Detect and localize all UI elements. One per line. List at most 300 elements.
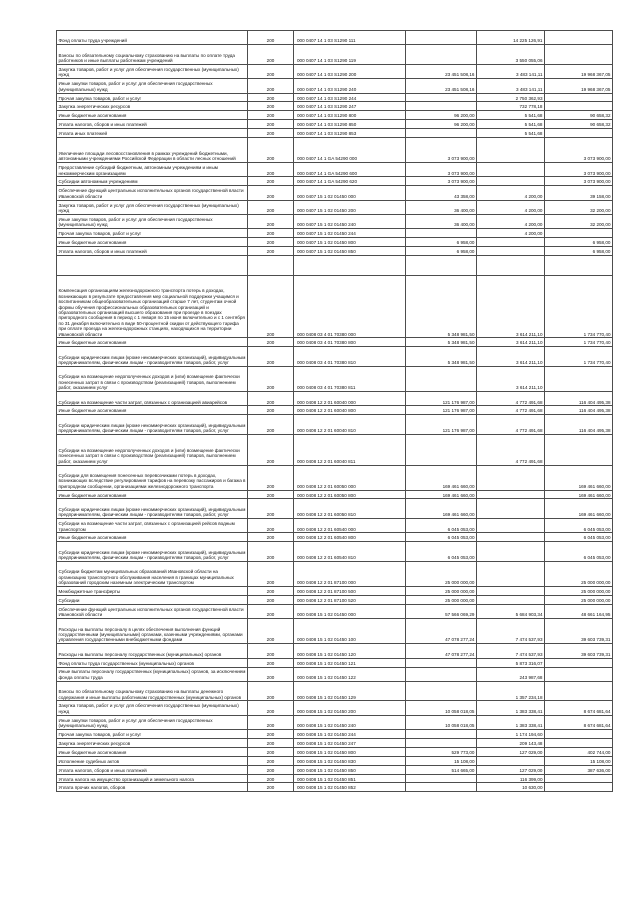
row-approved-cell: 6 958,00: [406, 238, 477, 247]
row-approved-cell: 25 000 000,00: [406, 596, 477, 605]
row-remaining-cell: 116 404 495,38: [545, 392, 613, 406]
row-budget-code-cell: 000 0408 15 1 02 01450 800: [294, 747, 406, 756]
row-executed-cell: [477, 138, 545, 163]
row-remaining-cell: 25 000 000,00: [545, 587, 613, 596]
row-approved-cell: 23 451 508,16: [406, 79, 477, 93]
row-executed-cell: 3 614 211,10: [477, 347, 545, 367]
row-budget-code-cell: 000 0408 15 1 02 01450 120: [294, 644, 406, 658]
row-budget-code-cell: 000 0408 12 2 01 60040 810: [294, 415, 406, 435]
row-name-cell: Иные бюджетные ассигнования: [57, 490, 248, 499]
row-budget-code-cell: 000 0407 14 1 03 S1290 111: [294, 31, 406, 45]
row-executed-cell: 10 630,00: [477, 783, 545, 792]
row-line-code-cell: 200: [248, 730, 294, 739]
row-name-cell: Уплата налогов, сборов и иных платежей: [57, 765, 248, 774]
table-row: [57, 238, 613, 247]
row-remaining-cell: 1 734 770,40: [545, 347, 613, 367]
row-approved-cell: [406, 45, 477, 65]
row-approved-cell: 47 078 277,24: [406, 644, 477, 658]
row-budget-code-cell: 000 0408 15 1 02 01450 200: [294, 701, 406, 715]
row-executed-cell: [477, 238, 545, 247]
table-row: [57, 542, 613, 562]
table-row: [57, 415, 613, 435]
row-budget-code-cell: 000 0407 14 1 03 S1290 850: [294, 120, 406, 129]
table-row: [57, 774, 613, 783]
row-line-code-cell: 200: [248, 783, 294, 792]
row-line-code-cell: 200: [248, 415, 294, 435]
row-remaining-cell: 39 603 739,31: [545, 619, 613, 644]
row-budget-code-cell: 000 0408 12 2 01 60540 800: [294, 533, 406, 542]
row-executed-cell: [477, 756, 545, 765]
row-approved-cell: 25 000 000,00: [406, 587, 477, 596]
row-approved-cell: 121 176 987,00: [406, 415, 477, 435]
row-budget-code-cell: 000 0408 15 1 02 01450 100: [294, 619, 406, 644]
row-executed-cell: 3 614 211,10: [477, 338, 545, 347]
row-executed-cell: 5 684 903,34: [477, 604, 545, 618]
row-budget-code-cell: 000 0408 12 2 01 60050 000: [294, 465, 406, 490]
row-budget-code-cell: 000 0407 15 1 02 01450 800: [294, 238, 406, 247]
row-line-code-cell: 200: [248, 129, 294, 138]
row-line-code-cell: 200: [248, 747, 294, 756]
row-name-cell: Увеличение площади лесовосстановления в рамках учреждений бюджетными, автономными учреждениями Российской Федерации в области лесных отношений: [57, 138, 248, 163]
table-row: [57, 255, 613, 275]
row-approved-cell: 529 773,00: [406, 747, 477, 756]
row-line-code-cell: 200: [248, 644, 294, 658]
row-line-code-cell: 200: [248, 619, 294, 644]
row-line-code-cell: 200: [248, 715, 294, 729]
row-budget-code-cell: 000 0408 12 2 01 87100 520: [294, 596, 406, 605]
row-remaining-cell: 32 200,00: [545, 200, 613, 214]
row-executed-cell: 14 225 126,91: [477, 31, 545, 45]
row-executed-cell: 1 383 338,41: [477, 715, 545, 729]
row-approved-cell: [406, 667, 477, 681]
row-name-cell: Иные бюджетные ассигнования: [57, 238, 248, 247]
row-budget-code-cell: 000 0408 12 2 01 60040 800: [294, 406, 406, 415]
row-budget-code-cell: 000 0407 14 1 03 S1290 119: [294, 45, 406, 65]
row-approved-cell: [406, 658, 477, 667]
row-executed-cell: [477, 177, 545, 186]
row-name-cell: Субсидии автономным учреждениям: [57, 177, 248, 186]
row-name-cell: Субсидии бюджетам муниципальных образований Ивановской области на организацию транспортного обслуживания населения в границах муниципальных образований городским наземным электрическим транспортом: [57, 562, 248, 587]
row-budget-code-cell: [294, 255, 406, 275]
table-row: [57, 31, 613, 45]
row-name-cell: Иные бюджетные ассигнования: [57, 406, 248, 415]
row-name-cell: Уплата иных платежей: [57, 129, 248, 138]
row-name-cell: Фонд оплаты труда учреждений: [57, 31, 248, 45]
row-line-code-cell: 200: [248, 701, 294, 715]
row-remaining-cell: 169 461 660,00: [545, 465, 613, 490]
table-row: [57, 533, 613, 542]
row-name-cell: Закупка энергетических ресурсов: [57, 102, 248, 111]
row-name-cell: Закупка энергетических ресурсов: [57, 738, 248, 747]
table-row: [57, 347, 613, 367]
row-approved-cell: 96 200,00: [406, 120, 477, 129]
row-remaining-cell: 19 968 367,05: [545, 64, 613, 78]
row-budget-code-cell: 000 0408 15 1 02 01450 247: [294, 738, 406, 747]
row-remaining-cell: 39 158,00: [545, 186, 613, 200]
table-row: [57, 619, 613, 644]
row-name-cell: Прочая закупка товаров, работ и услуг: [57, 229, 248, 238]
table-row: [57, 246, 613, 255]
row-executed-cell: 5 541,68: [477, 120, 545, 129]
row-remaining-cell: 1 734 770,40: [545, 275, 613, 338]
row-budget-code-cell: 000 0407 14 1 03 S1290 247: [294, 102, 406, 111]
row-remaining-cell: 402 744,00: [545, 747, 613, 756]
row-executed-cell: [477, 499, 545, 519]
row-executed-cell: 4 772 491,68: [477, 406, 545, 415]
row-executed-cell: 2 750 362,93: [477, 93, 545, 102]
row-name-cell: Взносы по обязательному социальному страхованию на выплаты денежного содержания и иные выплаты работникам государственных (муниципальных) органов: [57, 681, 248, 701]
table-row: [57, 392, 613, 406]
table-body: [57, 31, 613, 792]
row-executed-cell: [477, 519, 545, 533]
row-remaining-cell: [545, 255, 613, 275]
row-name-cell: Субсидии на возмещение недополученных доходов и (или) возмещение фактически понесенных затрат в связи с производством (реализацией) товаров, выполнением работ, оказанием услуг: [57, 367, 248, 392]
row-approved-cell: 6 958,00: [406, 246, 477, 255]
row-budget-code-cell: 000 0407 14 1 03 S1290 200: [294, 64, 406, 78]
row-executed-cell: [477, 163, 545, 177]
row-remaining-cell: [545, 102, 613, 111]
row-approved-cell: 121 176 987,00: [406, 392, 477, 406]
row-executed-cell: 5 873 316,07: [477, 658, 545, 667]
table-row: [57, 658, 613, 667]
row-approved-cell: [406, 255, 477, 275]
row-executed-cell: [477, 255, 545, 275]
row-remaining-cell: [545, 31, 613, 45]
table-row: [57, 79, 613, 93]
row-remaining-cell: [545, 738, 613, 747]
row-line-code-cell: 200: [248, 658, 294, 667]
row-line-code-cell: 200: [248, 465, 294, 490]
row-budget-code-cell: 000 0407 14 1 03 S1290 240: [294, 79, 406, 93]
row-executed-cell: 127 029,00: [477, 747, 545, 756]
row-line-code-cell: 200: [248, 499, 294, 519]
row-name-cell: Взносы по обязательному социальному страхованию на выплаты по оплате труда работников и иные выплаты работникам учреждений: [57, 45, 248, 65]
row-executed-cell: [477, 246, 545, 255]
row-remaining-cell: 169 461 660,00: [545, 490, 613, 499]
table-row: [57, 435, 613, 466]
row-name-cell: Закупка товаров, работ и услуг для обеспечения государственных (муниципальных) нужд: [57, 64, 248, 78]
row-budget-code-cell: 000 0408 03 4 01 70380 800: [294, 338, 406, 347]
row-budget-code-cell: 000 0408 15 1 02 01450 850: [294, 765, 406, 774]
row-executed-cell: 3 550 055,06: [477, 45, 545, 65]
table-row: [57, 644, 613, 658]
row-line-code-cell: 200: [248, 765, 294, 774]
row-executed-cell: 116 399,00: [477, 774, 545, 783]
row-line-code-cell: 200: [248, 31, 294, 45]
table-row: [57, 499, 613, 519]
row-remaining-cell: 3 073 900,00: [545, 163, 613, 177]
row-name-cell: Иные закупки товаров, работ и услуг для обеспечения государственных (муниципальных) нужд: [57, 214, 248, 228]
table-row: [57, 177, 613, 186]
table-row: [57, 604, 613, 618]
row-line-code-cell: 200: [248, 177, 294, 186]
row-budget-code-cell: 000 0408 15 1 02 01450 129: [294, 681, 406, 701]
row-executed-cell: [477, 542, 545, 562]
row-approved-cell: 6 045 053,00: [406, 542, 477, 562]
row-name-cell: Иные закупки товаров, работ и услуг для обеспечения государственных (муниципальных) нужд: [57, 79, 248, 93]
table-row: [57, 587, 613, 596]
row-name-cell: Уплата налогов, сборов и иных платежей: [57, 246, 248, 255]
row-executed-cell: 3 614 211,10: [477, 275, 545, 338]
row-name-cell: Прочая закупка товаров, работ и услуг: [57, 93, 248, 102]
row-name-cell: Расходы на выплаты персоналу в целях обеспечения выполнения функций государственными (муниципальными) органами, казенными учреждениями, органами управления государственными внебюджетными фондами: [57, 619, 248, 644]
row-line-code-cell: 200: [248, 562, 294, 587]
row-approved-cell: 169 461 660,00: [406, 465, 477, 490]
table-row: [57, 747, 613, 756]
row-approved-cell: 47 078 277,24: [406, 619, 477, 644]
row-line-code-cell: 200: [248, 79, 294, 93]
row-budget-code-cell: 000 0408 12 2 01 60050 800: [294, 490, 406, 499]
row-approved-cell: 25 000 000,00: [406, 562, 477, 587]
table-row: [57, 406, 613, 415]
row-remaining-cell: 116 404 495,38: [545, 415, 613, 435]
row-budget-code-cell: 000 0407 15 1 02 01450 244: [294, 229, 406, 238]
row-budget-code-cell: 000 0407 14 1 03 S1290 853: [294, 129, 406, 138]
row-name-cell: Межбюджетные трансферты: [57, 587, 248, 596]
row-executed-cell: 209 143,48: [477, 738, 545, 747]
row-remaining-cell: 3 073 900,00: [545, 138, 613, 163]
row-remaining-cell: 6 958,00: [545, 238, 613, 247]
table-row: [57, 120, 613, 129]
row-approved-cell: 5 348 981,50: [406, 338, 477, 347]
row-name-cell: Иные бюджетные ассигнования: [57, 533, 248, 542]
row-remaining-cell: [545, 93, 613, 102]
row-line-code-cell: 200: [248, 490, 294, 499]
table-row: [57, 701, 613, 715]
row-approved-cell: [406, 93, 477, 102]
row-name-cell: Субсидии юридическим лицам (кроме некоммерческих организаций), индивидуальным предпринимателям, физическим лицам - производителям товаров, работ, услуг: [57, 415, 248, 435]
row-approved-cell: 10 058 018,05: [406, 715, 477, 729]
row-budget-code-cell: 000 0407 14 1 GA 54290 600: [294, 163, 406, 177]
row-name-cell: Закупка товаров, работ и услуг для обеспечения государственных (муниципальных) нужд: [57, 701, 248, 715]
row-remaining-cell: [545, 129, 613, 138]
table-row: [57, 519, 613, 533]
row-executed-cell: [477, 490, 545, 499]
row-budget-code-cell: 000 0407 15 1 02 01450 240: [294, 214, 406, 228]
row-approved-cell: 23 451 508,16: [406, 64, 477, 78]
table-row: [57, 275, 613, 338]
table-row: [57, 64, 613, 78]
row-line-code-cell: 200: [248, 756, 294, 765]
row-remaining-cell: 90 658,32: [545, 120, 613, 129]
row-executed-cell: 1 357 234,18: [477, 681, 545, 701]
row-approved-cell: 169 461 660,00: [406, 490, 477, 499]
row-budget-code-cell: 000 0408 15 1 02 01450 122: [294, 667, 406, 681]
table-row: [57, 730, 613, 739]
row-name-cell: Субсидии: [57, 596, 248, 605]
row-remaining-cell: 169 461 660,00: [545, 499, 613, 519]
row-line-code-cell: 200: [248, 111, 294, 120]
row-budget-code-cell: 000 0408 03 4 01 70380 810: [294, 347, 406, 367]
row-name-cell: Прочая закупка товаров, работ и услуг: [57, 730, 248, 739]
row-executed-cell: 1 174 194,60: [477, 730, 545, 739]
row-remaining-cell: 32 200,00: [545, 214, 613, 228]
row-remaining-cell: 3 073 900,00: [545, 177, 613, 186]
row-remaining-cell: 6 045 053,00: [545, 519, 613, 533]
row-line-code-cell: 200: [248, 338, 294, 347]
row-remaining-cell: 8 674 681,64: [545, 701, 613, 715]
row-approved-cell: 57 566 069,29: [406, 604, 477, 618]
row-budget-code-cell: 000 0408 15 1 02 01450 830: [294, 756, 406, 765]
row-name-cell: Компенсация организациям железнодорожного транспорта потерь в доходах, возникающих в результате предоставления мер социальной поддержки учащимся и воспитанникам общеобразовательных организаций старше 7 лет, студентам очной формы обучения профессиональных образовательных организаций и образовательных организаций высшего образования при проезде в поездах пригородного сообщения в период с 1 января по 15 июня включительно и с 1 сентября по 31 декабря включительно в виде 50-процентной скидки от действующего тарифа при оплате проезда на железнодорожных станциях, находящихся на территории Ивановской области: [57, 275, 248, 338]
row-remaining-cell: [545, 658, 613, 667]
row-executed-cell: 5 541,68: [477, 129, 545, 138]
row-remaining-cell: [545, 681, 613, 701]
row-approved-cell: 36 400,00: [406, 200, 477, 214]
row-line-code-cell: 200: [248, 186, 294, 200]
row-line-code-cell: 200: [248, 347, 294, 367]
row-executed-cell: [477, 533, 545, 542]
row-remaining-cell: 25 000 000,00: [545, 562, 613, 587]
row-approved-cell: 6 045 053,00: [406, 533, 477, 542]
row-budget-code-cell: 000 0408 12 2 01 60040 000: [294, 392, 406, 406]
row-budget-code-cell: 000 0408 03 4 01 70380 000: [294, 275, 406, 338]
row-name-cell: Расходы на выплаты персоналу государственных (муниципальных) органов: [57, 644, 248, 658]
row-executed-cell: 4 772 491,68: [477, 435, 545, 466]
row-budget-code-cell: 000 0408 15 1 02 01450 121: [294, 658, 406, 667]
table-row: [57, 490, 613, 499]
row-line-code-cell: 200: [248, 392, 294, 406]
row-name-cell: Субсидии для возмещения понесенных перевозчиками потерь в доходах, возникающих вследствие регулирования тарифов на перевозку пассажиров и багажа в пригородном сообщении, организациями железнодорожного транспорта: [57, 465, 248, 490]
row-executed-cell: 3 483 141,11: [477, 79, 545, 93]
row-executed-cell: [477, 596, 545, 605]
row-line-code-cell: 200: [248, 138, 294, 163]
row-line-code-cell: 200: [248, 163, 294, 177]
table-row: [57, 45, 613, 65]
row-name-cell: Фонд оплаты труда государственных (муниципальных) органов: [57, 658, 248, 667]
row-approved-cell: 514 665,00: [406, 765, 477, 774]
row-remaining-cell: 48 661 164,95: [545, 604, 613, 618]
row-approved-cell: 96 200,00: [406, 111, 477, 120]
row-executed-cell: [477, 465, 545, 490]
row-name-cell: Обеспечение функций центральных исполнительных органов государственной власти Ивановской области: [57, 604, 248, 618]
row-budget-code-cell: 000 0408 12 2 01 60540 810: [294, 542, 406, 562]
row-line-code-cell: 200: [248, 229, 294, 238]
row-remaining-cell: [545, 435, 613, 466]
table-row: [57, 93, 613, 102]
row-line-code-cell: 200: [248, 406, 294, 415]
row-name-cell: Субсидии юридическим лицам (кроме некоммерческих организаций), индивидуальным предпринимателям, физическим лицам - производителям товаров, работ, услуг: [57, 499, 248, 519]
row-line-code-cell: 200: [248, 120, 294, 129]
row-budget-code-cell: 000 0408 15 1 02 01450 244: [294, 730, 406, 739]
row-executed-cell: 5 541,68: [477, 111, 545, 120]
row-remaining-cell: 6 045 053,00: [545, 542, 613, 562]
row-remaining-cell: 25 000 000,00: [545, 596, 613, 605]
row-budget-code-cell: 000 0408 12 2 01 87100 500: [294, 587, 406, 596]
row-line-code-cell: 200: [248, 435, 294, 466]
row-name-cell: Закупка товаров, работ и услуг для обеспечения государственных (муниципальных) нужд: [57, 200, 248, 214]
row-remaining-cell: [545, 774, 613, 783]
row-approved-cell: [406, 229, 477, 238]
row-executed-cell: 4 200,00: [477, 229, 545, 238]
row-remaining-cell: [545, 45, 613, 65]
row-approved-cell: 5 348 981,50: [406, 347, 477, 367]
table-row: [57, 765, 613, 774]
row-approved-cell: 169 461 660,00: [406, 499, 477, 519]
row-approved-cell: [406, 367, 477, 392]
row-name-cell: Субсидии юридическим лицам (кроме некоммерческих организаций), индивидуальным предпринимателям, физическим лицам - производителям товаров, работ, услуг: [57, 347, 248, 367]
row-executed-cell: 127 029,00: [477, 765, 545, 774]
row-approved-cell: 3 073 900,00: [406, 163, 477, 177]
row-name-cell: Иные бюджетные ассигнования: [57, 111, 248, 120]
row-line-code-cell: 200: [248, 246, 294, 255]
row-executed-cell: 4 200,00: [477, 186, 545, 200]
row-line-code-cell: 200: [248, 275, 294, 338]
row-remaining-cell: [545, 783, 613, 792]
row-budget-code-cell: 000 0408 12 2 01 60540 000: [294, 519, 406, 533]
row-name-cell: Иные бюджетные ассигнования: [57, 338, 248, 347]
row-name-cell: Иные выплаты персоналу государственных (муниципальных) органов, за исключением фонда оплаты труда: [57, 667, 248, 681]
row-name-cell: Субсидии на возмещение недополученных доходов и (или) возмещение фактически понесенных затрат в связи с производством (реализацией) товаров, выполнением работ, оказанием услуг: [57, 435, 248, 466]
row-name-cell: Субсидии юридическим лицам (кроме некоммерческих организаций), индивидуальным предпринимателям, физическим лицам - производителям товаров, работ, услуг: [57, 542, 248, 562]
row-line-code-cell: 200: [248, 214, 294, 228]
row-approved-cell: [406, 681, 477, 701]
table-row: [57, 229, 613, 238]
row-remaining-cell: 19 968 367,05: [545, 79, 613, 93]
row-remaining-cell: 1 734 770,40: [545, 338, 613, 347]
row-name-cell: Субсидии на возмещение части затрат, связанных с организацией рейсов водным транспортом: [57, 519, 248, 533]
row-remaining-cell: 116 404 495,38: [545, 406, 613, 415]
table-row: [57, 186, 613, 200]
row-executed-cell: 7 474 537,93: [477, 619, 545, 644]
row-executed-cell: 7 474 537,93: [477, 644, 545, 658]
row-budget-code-cell: 000 0407 14 1 03 S1290 244: [294, 93, 406, 102]
row-budget-code-cell: 000 0407 15 1 02 01450 000: [294, 186, 406, 200]
row-remaining-cell: 6 958,00: [545, 246, 613, 255]
row-executed-cell: 4 200,00: [477, 200, 545, 214]
row-approved-cell: [406, 783, 477, 792]
row-approved-cell: 121 176 987,00: [406, 406, 477, 415]
row-executed-cell: 732 778,18: [477, 102, 545, 111]
row-budget-code-cell: 000 0408 15 1 02 01450 240: [294, 715, 406, 729]
table-row: [57, 667, 613, 681]
row-approved-cell: [406, 774, 477, 783]
row-remaining-cell: 39 603 739,31: [545, 644, 613, 658]
row-remaining-cell: [545, 667, 613, 681]
row-approved-cell: 15 108,00: [406, 756, 477, 765]
row-line-code-cell: 200: [248, 533, 294, 542]
row-executed-cell: 4 772 491,68: [477, 415, 545, 435]
row-line-code-cell: 200: [248, 238, 294, 247]
table-row: [57, 596, 613, 605]
row-remaining-cell: 90 658,32: [545, 111, 613, 120]
table-row: [57, 138, 613, 163]
table-row: [57, 163, 613, 177]
budget-execution-table: [56, 30, 613, 792]
row-approved-cell: 10 058 018,05: [406, 701, 477, 715]
table-row: [57, 715, 613, 729]
row-line-code-cell: 200: [248, 587, 294, 596]
row-name-cell: [57, 255, 248, 275]
row-budget-code-cell: 000 0407 15 1 02 01450 200: [294, 200, 406, 214]
row-executed-cell: 3 614 211,10: [477, 367, 545, 392]
row-line-code-cell: 200: [248, 519, 294, 533]
table-row: [57, 200, 613, 214]
table-row: [57, 214, 613, 228]
row-name-cell: Иные закупки товаров, работ и услуг для обеспечения государственных (муниципальных) нужд: [57, 715, 248, 729]
row-budget-code-cell: 000 0408 12 2 01 60050 810: [294, 499, 406, 519]
row-approved-cell: [406, 738, 477, 747]
row-budget-code-cell: 000 0408 12 2 01 87100 000: [294, 562, 406, 587]
row-name-cell: Исполнение судебных актов: [57, 756, 248, 765]
row-name-cell: Предоставление субсидий бюджетным, автономным учреждениям и иным некоммерческим организациям: [57, 163, 248, 177]
row-executed-cell: [477, 562, 545, 587]
row-budget-code-cell: 000 0408 12 2 01 60040 811: [294, 435, 406, 466]
table-row: [57, 465, 613, 490]
table-row: [57, 111, 613, 120]
row-remaining-cell: 387 636,00: [545, 765, 613, 774]
row-name-cell: Уплата прочих налогов, сборов: [57, 783, 248, 792]
